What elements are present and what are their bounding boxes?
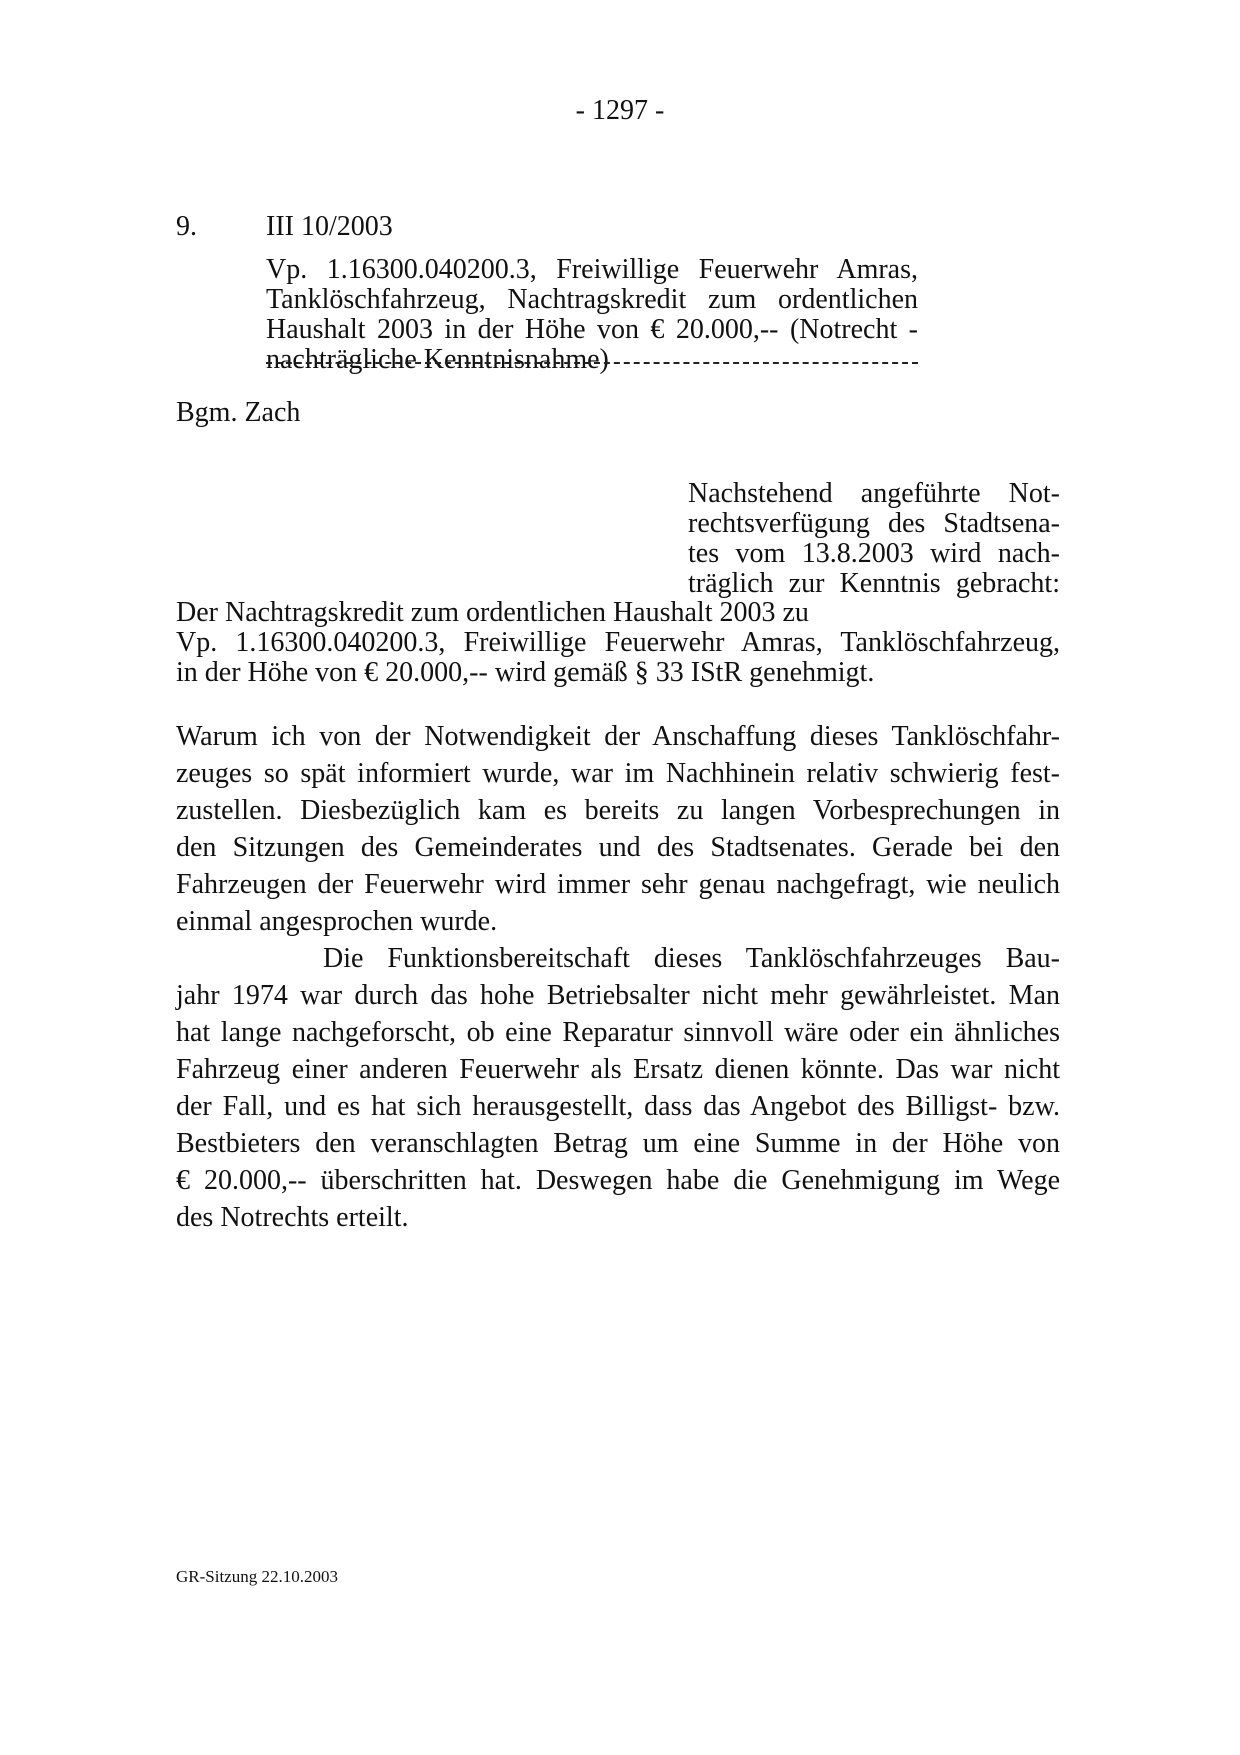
- body-line: der Fall, und es hat sich herausgestellt, dass das Angebot des Billigst- bzw.: [176, 1091, 1060, 1122]
- body-line: des Notrechts erteilt.: [176, 1202, 409, 1233]
- body-line: Warum ich von der Notwendigkeit der Anschaffung dieses Tanklöschfahr-: [176, 721, 1060, 752]
- notice-line: tes vom 13.8.2003 wird nach-: [688, 538, 1060, 569]
- speech-body: [176, 718, 1060, 1236]
- agenda-item-subject: [266, 255, 918, 375]
- notice-line: träglich zur Kenntnis gebracht:: [688, 568, 1060, 599]
- decision-line: Der Nachtragskredit zum ordentlichen Haushalt 2003 zu: [176, 597, 809, 628]
- body-line: jahr 1974 war durch das hohe Betriebsalter nicht mehr gewährleistet. Man: [176, 980, 1060, 1011]
- body-line: zeuges so spät informiert wurde, war im Nachhinein relativ schwierig fest-: [176, 758, 1060, 789]
- body-line: zustellen. Diesbezüglich kam es bereits zu langen Vorbesprechungen in: [176, 795, 1060, 826]
- body-line: Bestbieters den veranschlagten Betrag um eine Summe in der Höhe von: [176, 1128, 1060, 1159]
- speaker-name: Bgm. Zach: [176, 397, 301, 428]
- body-line: Die Funktionsbereitschaft dieses Tanklöschfahrzeuges Bau-: [323, 943, 1060, 974]
- notice-line: Nachstehend angeführte Not-: [688, 478, 1060, 509]
- decision-line: Vp. 1.16300.040200.3, Freiwillige Feuerwehr Amras, Tanklöschfahrzeug,: [176, 627, 1060, 658]
- notice-block: [688, 479, 1060, 599]
- notice-line: rechtsverfügung des Stadtsena-: [688, 508, 1060, 539]
- subject-line: nachträgliche Kenntnisnahme): [266, 344, 609, 375]
- body-line: einmal angesprochen wurde.: [176, 906, 498, 937]
- body-line: Fahrzeug einer anderen Feuerwehr als Ersatz dienen könnte. Das war nicht: [176, 1054, 1060, 1085]
- decision-line: in der Höhe von € 20.000,-- wird gemäß § 33 IStR genehmigt.: [176, 657, 875, 688]
- separator-line: [266, 362, 918, 364]
- body-line: Fahrzeugen der Feuerwehr wird immer sehr genau nachgefragt, wie neulich: [176, 869, 1060, 900]
- page-number: - 1297 -: [575, 95, 665, 126]
- body-line: hat lange nachgeforscht, ob eine Reparatur sinnvoll wäre oder ein ähnliches: [176, 1017, 1060, 1048]
- subject-line: Tanklöschfahrzeug, Nachtragskredit zum ordentlichen: [266, 284, 918, 315]
- subject-line: Haushalt 2003 in der Höhe von € 20.000,-- (Notrecht -: [266, 314, 918, 345]
- subject-line: Vp. 1.16300.040200.3, Freiwillige Feuerwehr Amras,: [266, 254, 918, 285]
- body-line: € 20.000,-- überschritten hat. Deswegen habe die Genehmigung im Wege: [176, 1165, 1060, 1196]
- agenda-item-number: 9.: [176, 211, 197, 242]
- body-line: den Sitzungen des Gemeinderates und des Stadtsenates. Gerade bei den: [176, 832, 1060, 863]
- footer-session-date: GR-Sitzung 22.10.2003: [176, 1567, 338, 1586]
- decision-block: [176, 598, 1060, 688]
- agenda-item-code: III 10/2003: [266, 211, 393, 242]
